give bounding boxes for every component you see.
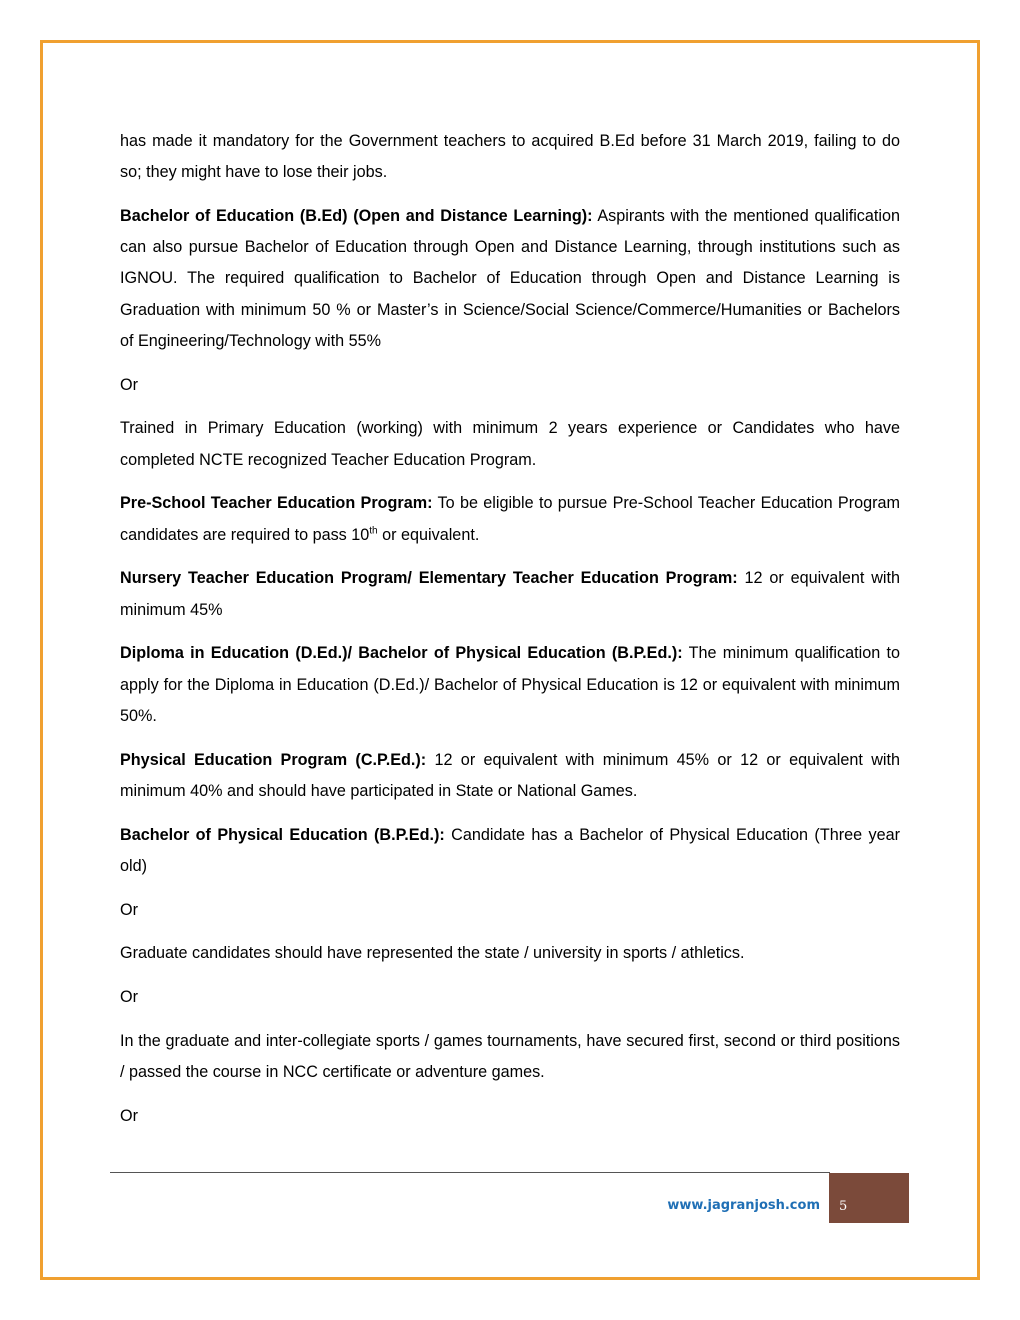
paragraph: Bachelor of Education (B.Ed) (Open and Distance Learning): Aspirants with the mentioned qualification can also pursue Bachelor of Education through Open and Distance Learning, through institutions such as IGNOU. The required qualification to Bachelor of Education through Open and Distance Learning is Graduation with minimum 50 % or Master’s in Science/Social Science/Commerce/Humanities or Bachelors of Engineering/Technology with 55% [120, 207, 900, 350]
document-body [120, 126, 900, 1145]
paragraph: Or [120, 988, 138, 1007]
paragraph-heading: Physical Education Program (C.P.Ed.): [120, 750, 427, 769]
page-number: 5 [839, 1199, 848, 1214]
paragraph: Trained in Primary Education (working) with minimum 2 years experience or Candidates who have completed NCTE recognized Teacher Education Program. [120, 419, 900, 469]
footer-url-link[interactable]: www.jagranjosh.com [667, 1198, 820, 1213]
paragraph-heading: Pre-School Teacher Education Program: [120, 494, 433, 513]
paragraph: Bachelor of Physical Education (B.P.Ed.): Candidate has a Bachelor of Physical Education (Three year old) [120, 825, 900, 875]
paragraph: Diploma in Education (D.Ed.)/ Bachelor of Physical Education (B.P.Ed.): The minimum qualification to apply for the Diploma in Education (D.Ed.)/ Bachelor of Physical Education is 12 or equivalent with minimum 50%. [120, 644, 900, 725]
paragraph: Physical Education Program (C.P.Ed.): 12 or equivalent with minimum 45% or 12 or equivalent with minimum 40% and should have participated in State or National Games. [120, 750, 900, 800]
paragraph: Pre-School Teacher Education Program: To be eligible to pursue Pre-School Teacher Education Program candidates are required to pass 10th or equivalent. [120, 494, 900, 544]
paragraph: Or [120, 900, 138, 919]
paragraph: Graduate candidates should have represented the state / university in sports / athletics. [120, 944, 745, 963]
paragraph-heading: Bachelor of Physical Education (B.P.Ed.): [120, 825, 445, 844]
paragraph: Nursery Teacher Education Program/ Elementary Teacher Education Program: 12 or equivalent with minimum 45% [120, 569, 900, 619]
paragraph: In the graduate and inter-collegiate sports / games tournaments, have secured first, second or third positions / passed the course in NCC certificate or adventure games. [120, 1032, 900, 1082]
superscript: th [369, 525, 378, 537]
paragraph: has made it mandatory for the Government teachers to acquired B.Ed before 31 March 2019, failing to do so; they might have to lose their jobs. [120, 132, 900, 182]
page-number-box [829, 1173, 909, 1223]
paragraph: Or [120, 375, 138, 394]
paragraph-heading: Bachelor of Education (B.Ed) (Open and Distance Learning): [120, 207, 593, 225]
paragraph-heading: Nursery Teacher Education Program/ Elementary Teacher Education Program: [120, 569, 738, 588]
paragraph: Or [120, 1107, 138, 1125]
paragraph-heading: Diploma in Education (D.Ed.)/ Bachelor of Physical Education (B.P.Ed.): [120, 644, 683, 663]
footer-divider [110, 1172, 830, 1173]
